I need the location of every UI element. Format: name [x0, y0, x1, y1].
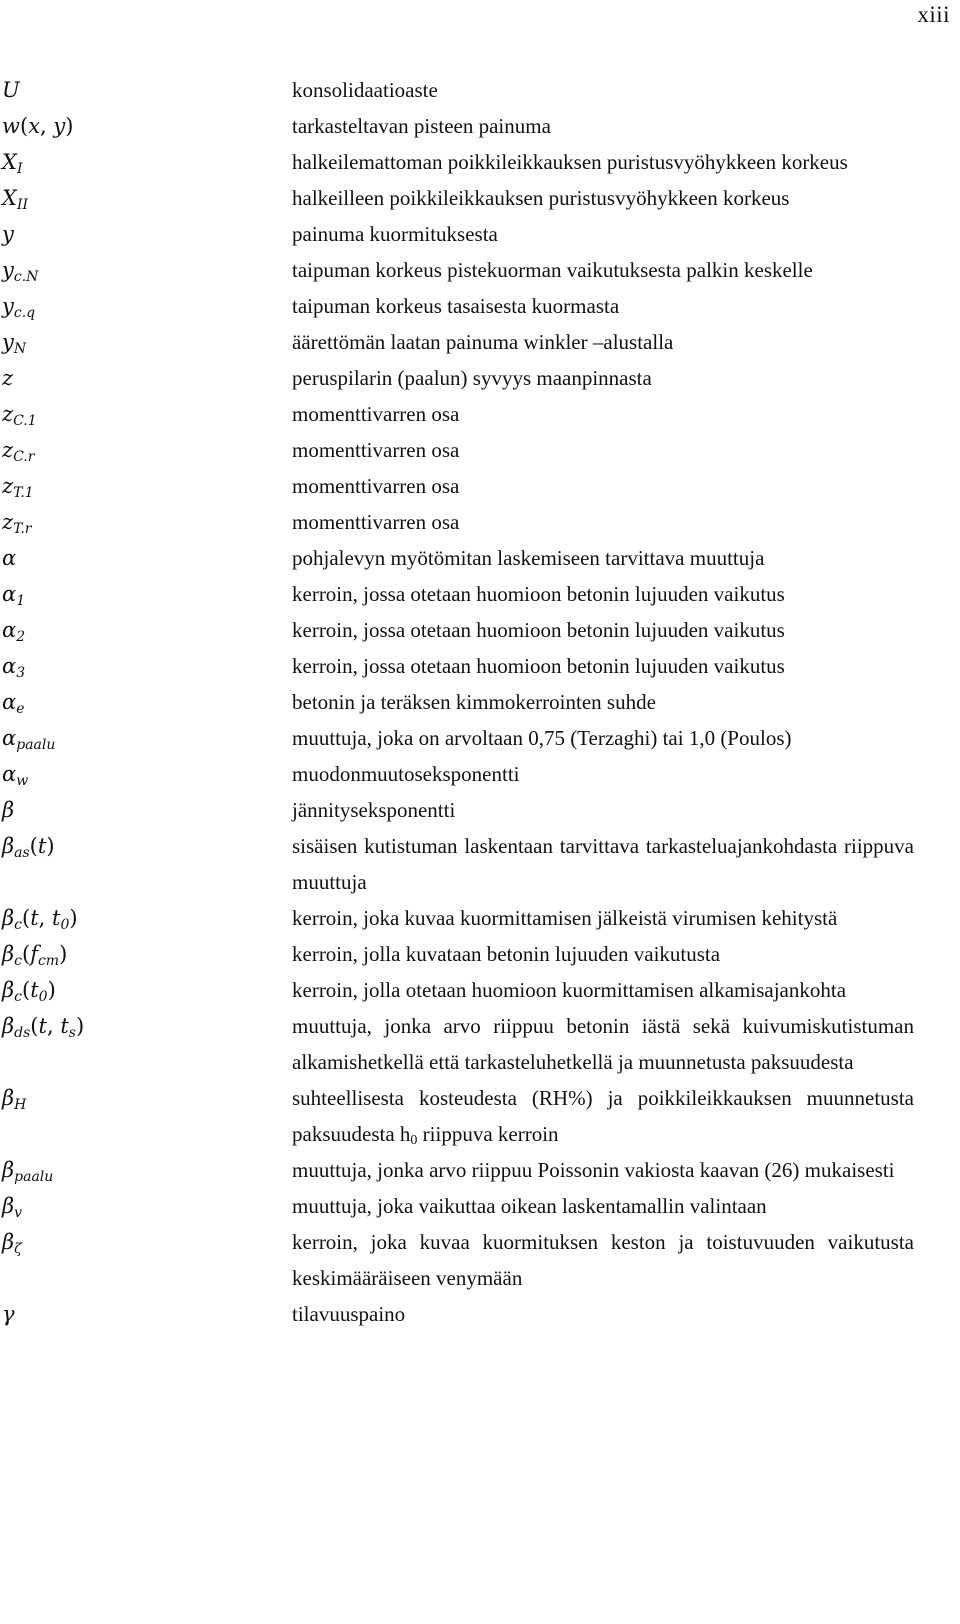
- symbol: $\beta_c(t$, $t_0$): [2, 906, 78, 933]
- symbol-definition: pohjalevyn myötömitan laskemiseen tarvittava muuttuja: [292, 546, 765, 570]
- symbol-entry: [0, 288, 960, 324]
- symbol-definition: muuttuja, joka on arvoltaan 0,75 (Terzaghi) tai 1,0 (Poulos): [292, 726, 792, 750]
- symbol-entry: [0, 1008, 960, 1080]
- symbol-entry: [0, 936, 960, 972]
- symbol: z: [2, 366, 14, 390]
- symbol-definition: jännityseksponentti: [292, 798, 456, 822]
- symbol: U: [2, 78, 20, 102]
- symbol-definition: kerroin, jolla otetaan huomioon kuormittamisen alkamisajankohta: [292, 978, 847, 1002]
- symbol-definition: betonin ja teräksen kimmokerrointen suhde: [292, 690, 656, 714]
- symbol-definition: muuttuja, jonka arvo riippuu Poissonin vakiosta kaavan (26) mukaisesti: [292, 1158, 895, 1182]
- symbol-definition: painuma kuormituksesta: [292, 222, 498, 246]
- symbol: $y_N$: [2, 330, 27, 357]
- symbol: $z_{C.r}$: [2, 438, 35, 465]
- symbol-entry: [0, 972, 960, 1008]
- symbol: $\beta_H$: [2, 1086, 27, 1113]
- symbol-definition: muuttuja, joka vaikuttaa oikean laskentamallin valintaan: [292, 1194, 767, 1218]
- symbol: $y_{c.N}$: [2, 258, 39, 285]
- symbol: $\beta_{paalu}$: [2, 1158, 54, 1185]
- symbol: $z_{T.1}$: [2, 474, 34, 501]
- symbol: β: [2, 798, 15, 822]
- symbol-entry: [0, 468, 960, 504]
- symbol-entry: [0, 1224, 960, 1296]
- symbol-definition: suhteellisesta kosteudesta (RH%) ja poikkileikkauksen muunnetusta paksuudesta $h_0$ riippuva kerroin: [292, 1086, 914, 1148]
- symbol-definition: halkeilleen poikkileikkauksen puristusvyöhykkeen korkeus: [292, 186, 790, 210]
- symbol-definition: momenttivarren osa: [292, 438, 460, 462]
- symbol-definition: kerroin, joka kuvaa kuormituksen keston ja toistuvuuden vaikutusta keskimääräiseen venymään: [292, 1230, 914, 1290]
- symbol-entry: [0, 504, 960, 540]
- symbol-definition: momenttivarren osa: [292, 510, 460, 534]
- symbol-definition: taipuman korkeus pistekuorman vaikutuksesta palkin keskelle: [292, 258, 813, 282]
- symbol-entry: [0, 540, 960, 576]
- symbol: y: [2, 222, 14, 246]
- symbol-list: [0, 72, 960, 1332]
- symbol-definition: äärettömän laatan painuma winkler –alustalla: [292, 330, 674, 354]
- symbol-definition: tilavuuspaino: [292, 1302, 406, 1326]
- symbol-entry: [0, 396, 960, 432]
- symbol: $X_{II}$: [2, 186, 29, 213]
- symbol: $y_{c.q}$: [2, 294, 36, 321]
- symbol-entry: [0, 1152, 960, 1188]
- symbol: $\alpha_1$: [2, 582, 26, 609]
- symbol-entry: [0, 324, 960, 360]
- symbol: w(x, y): [2, 114, 74, 138]
- symbol-definition: kerroin, joka kuvaa kuormittamisen jälkeistä virumisen kehitystä: [292, 906, 838, 930]
- symbol: $\alpha_{paalu}$: [2, 726, 56, 753]
- symbol-definition: sisäisen kutistuman laskentaan tarvittava tarkasteluajankohdasta riippuva muuttuja: [292, 834, 914, 894]
- symbol-definition: kerroin, jolla kuvataan betonin lujuuden vaikutusta: [292, 942, 721, 966]
- symbol-entry: [0, 792, 960, 828]
- symbol-definition: muodonmuutoseksponentti: [292, 762, 520, 786]
- symbol-entry: [0, 72, 960, 108]
- symbol-entry: [0, 576, 960, 612]
- symbol: $\beta_{as}(t)$: [2, 834, 55, 861]
- symbol: $\beta_v$: [2, 1194, 23, 1221]
- symbol-definition: muuttuja, jonka arvo riippuu betonin iästä sekä kuivumiskutistuman alkamishetkellä että tarkasteluhetkellä ja muunnetusta paksuudesta: [292, 1014, 914, 1074]
- symbol: α: [2, 546, 17, 570]
- symbol-entry: [0, 252, 960, 288]
- symbol: γ: [2, 1302, 15, 1326]
- symbol: $\beta_{ds}(t$, $t_s$): [2, 1014, 85, 1041]
- symbol: $\beta_\zeta$: [2, 1230, 22, 1257]
- symbol-entry: [0, 612, 960, 648]
- symbol-entry: [0, 144, 960, 180]
- symbol: $z_{T.r}$: [2, 510, 32, 537]
- symbol-entry: [0, 1080, 960, 1152]
- symbol: $\beta_c(t_0)$: [2, 978, 56, 1005]
- symbol: $\alpha_w$: [2, 762, 29, 789]
- symbol-entry: [0, 756, 960, 792]
- symbol-entry: [0, 360, 960, 396]
- symbol-definition: peruspilarin (paalun) syvyys maanpinnasta: [292, 366, 652, 390]
- symbol-entry: [0, 216, 960, 252]
- symbol: $\alpha_2$: [2, 618, 26, 645]
- symbol: $\alpha_e$: [2, 690, 25, 717]
- symbol-entry: [0, 900, 960, 936]
- symbol-entry: [0, 432, 960, 468]
- symbol-definition: taipuman korkeus tasaisesta kuormasta: [292, 294, 620, 318]
- symbol-definition: kerroin, jossa otetaan huomioon betonin lujuuden vaikutus: [292, 582, 785, 606]
- symbol-definition: halkeilemattoman poikkileikkauksen puristusvyöhykkeen korkeus: [292, 150, 848, 174]
- symbol-definition: tarkasteltavan pisteen painuma: [292, 114, 551, 138]
- symbol-entry: [0, 828, 960, 900]
- symbol-definition: konsolidaatioaste: [292, 78, 438, 102]
- symbol-entry: [0, 108, 960, 144]
- symbol-definition: momenttivarren osa: [292, 402, 460, 426]
- symbol-definition: kerroin, jossa otetaan huomioon betonin lujuuden vaikutus: [292, 618, 785, 642]
- symbol-entry: [0, 720, 960, 756]
- symbol: $X_I$: [2, 150, 23, 177]
- symbol: $\alpha_3$: [2, 654, 26, 681]
- symbol-definition: kerroin, jossa otetaan huomioon betonin lujuuden vaikutus: [292, 654, 785, 678]
- symbol-entry: [0, 1188, 960, 1224]
- symbol: $z_{C.1}$: [2, 402, 37, 429]
- symbol: $\beta_c(f_{cm})$: [2, 942, 68, 969]
- symbol-entry: [0, 648, 960, 684]
- symbol-entry: [0, 684, 960, 720]
- symbol-entry: [0, 180, 960, 216]
- page-number: xiii: [917, 2, 950, 27]
- symbol-definition: momenttivarren osa: [292, 474, 460, 498]
- symbol-entry: [0, 1296, 960, 1332]
